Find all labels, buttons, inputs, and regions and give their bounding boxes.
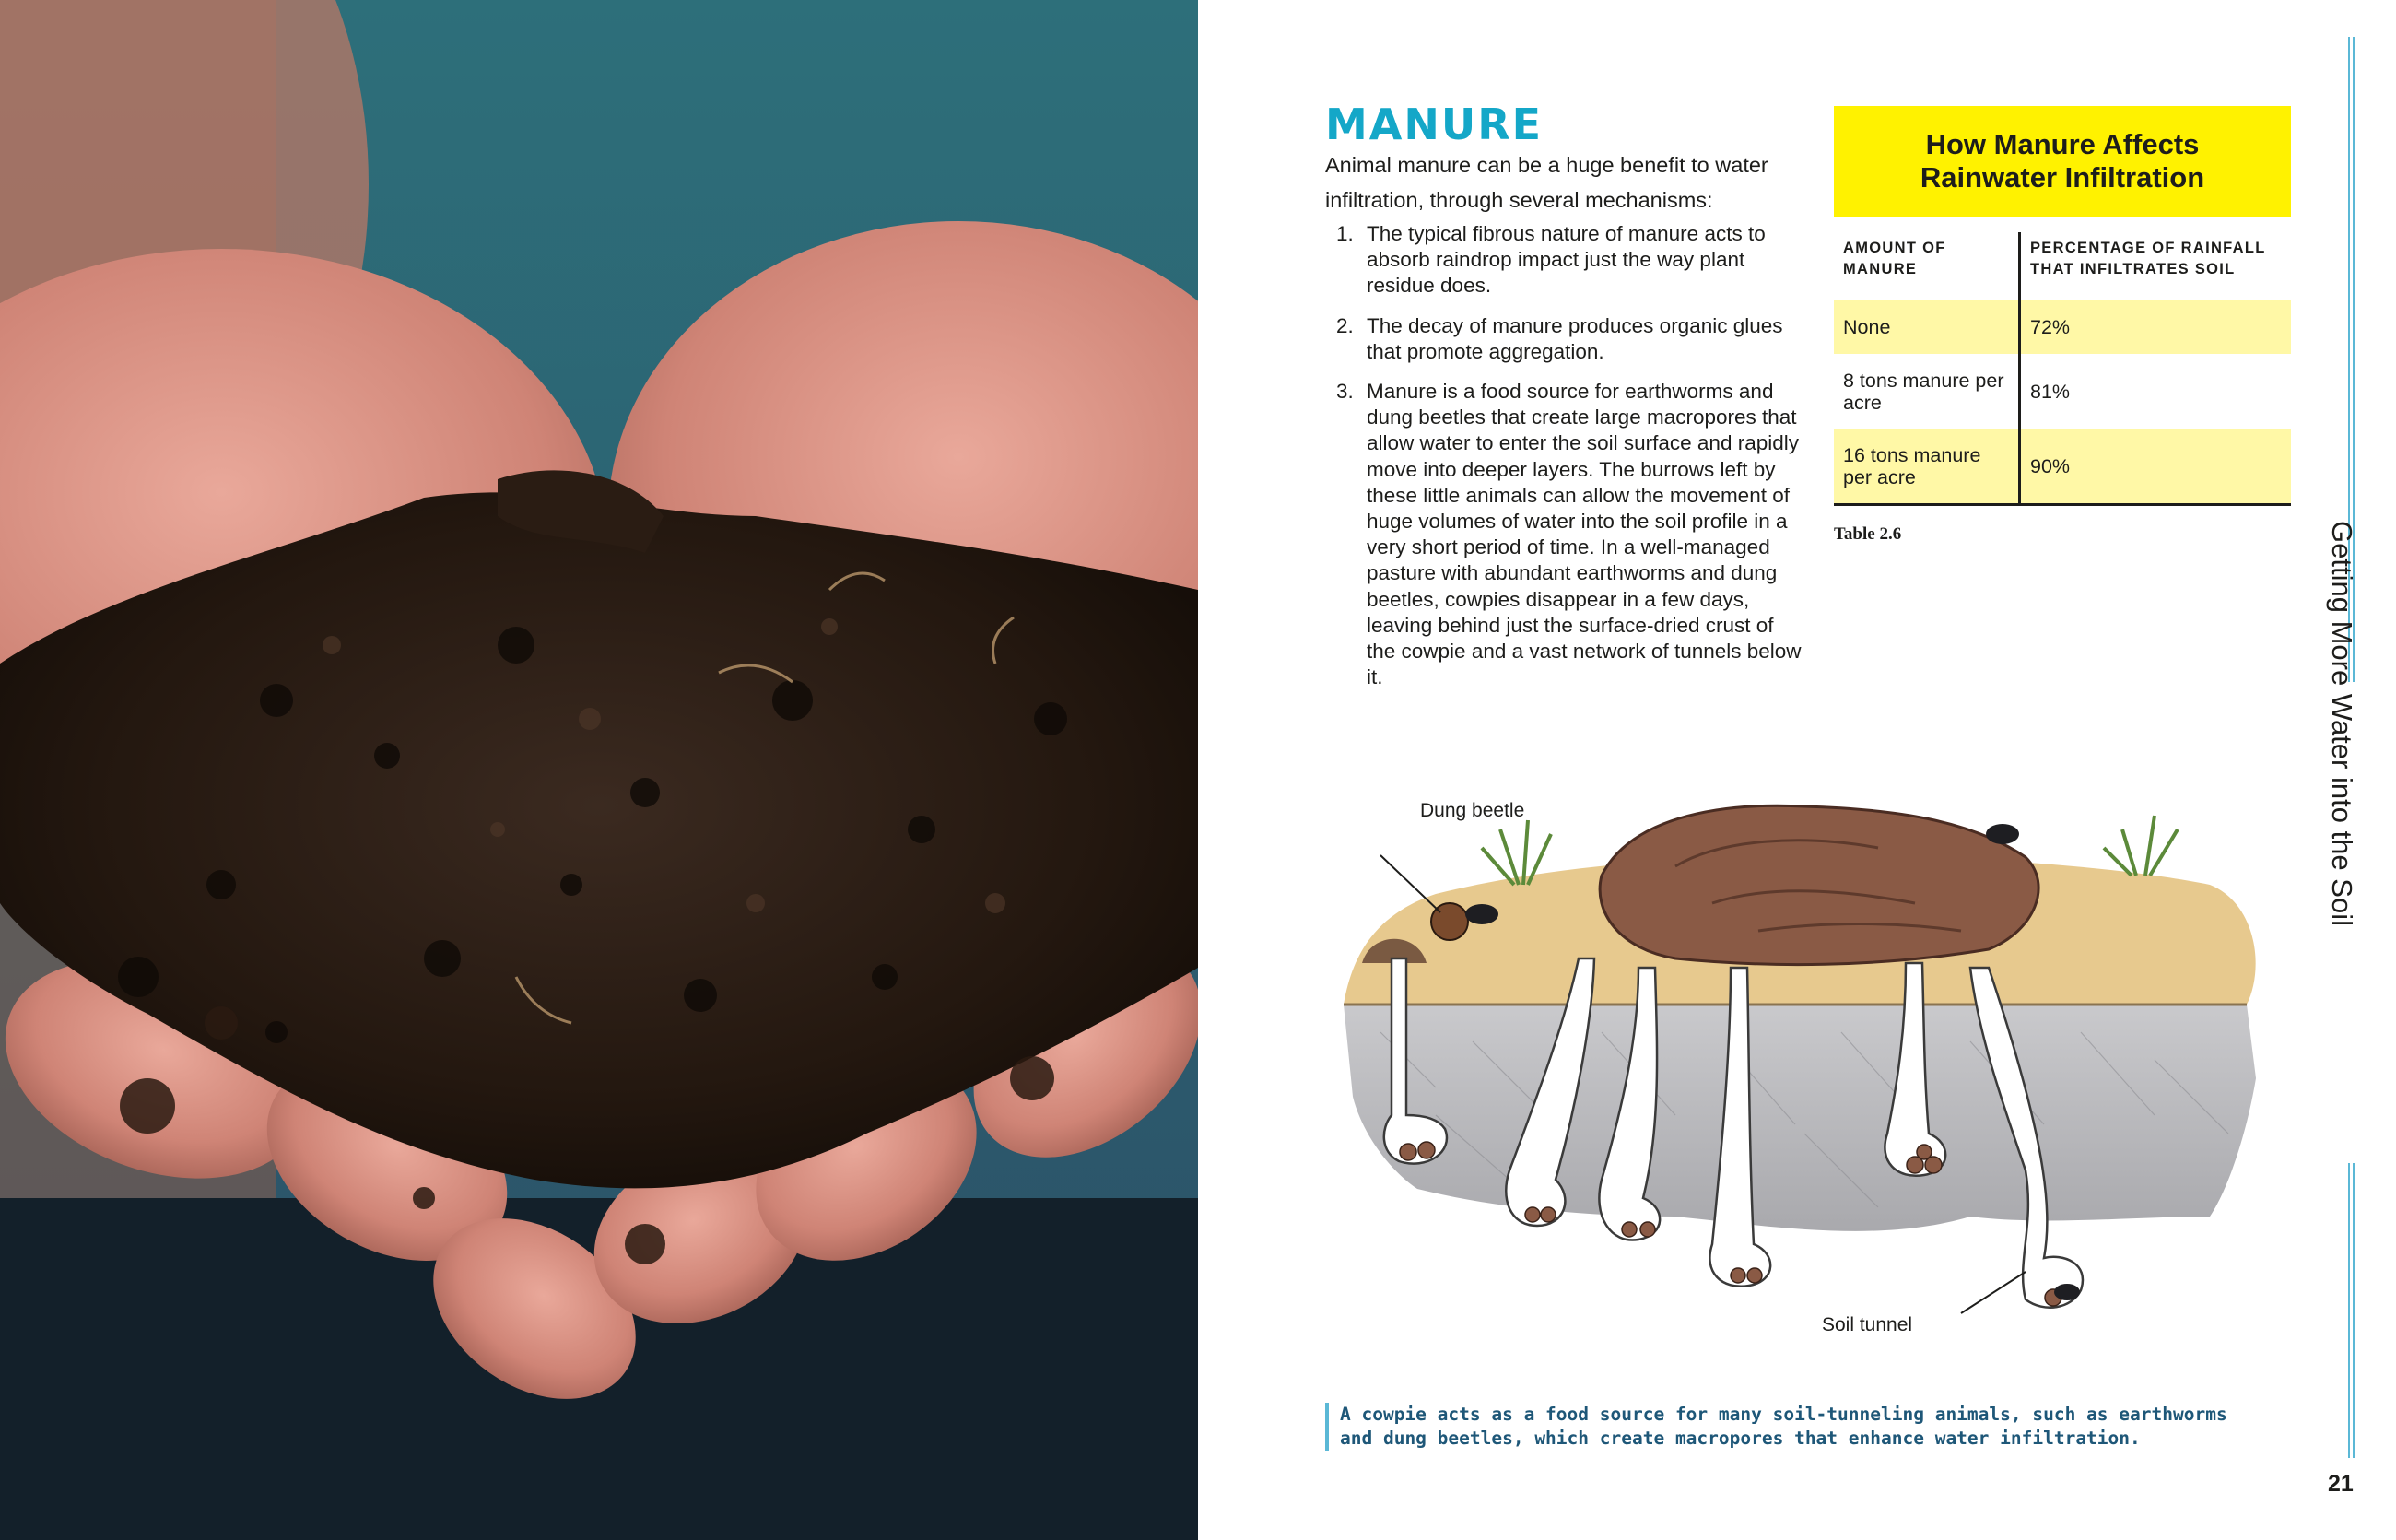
mechanism-list bbox=[1336, 221, 1806, 704]
section-heading: MANURE bbox=[1325, 100, 1544, 149]
list-item bbox=[1336, 221, 1806, 300]
figure-caption: A cowpie acts as a food source for many soil-tunneling animals, such as earthworms and dung beetles, which create macropores that enhance water infiltration. bbox=[1325, 1403, 2261, 1451]
cell-percent: 72% bbox=[2020, 300, 2292, 354]
cowpie bbox=[1600, 805, 2038, 964]
page-number: 21 bbox=[2328, 1471, 2354, 1497]
data-table bbox=[1834, 232, 2291, 506]
subsoil-layer bbox=[1344, 1005, 2256, 1231]
running-head: Getting More Water into the Soil bbox=[2326, 521, 2358, 926]
dung-beetle-tunnel bbox=[2054, 1284, 2080, 1300]
list-text: Manure is a food source for earthworms and dung beetles that create large macropores that allow water to enter the soil surface and rapidly move into deeper layers. The burrows left by these little animals can allow the movement of huge volumes of water into the soil profile in a very short period of time. In a well-managed pasture with abundant earthworms and dung beetles, cowpies disappear in a few days, leaving behind just the surface-dried crust of the cowpie and a vast network of tunnels below it. bbox=[1367, 380, 1802, 689]
list-number: 3. bbox=[1336, 380, 1354, 404]
table-row bbox=[1834, 429, 2291, 505]
list-number: 1. bbox=[1336, 222, 1354, 245]
list-number: 2. bbox=[1336, 313, 1354, 337]
list-item bbox=[1336, 313, 1806, 365]
list-item bbox=[1336, 379, 1806, 690]
table-row bbox=[1834, 300, 2291, 354]
label-dung-beetle: Dung beetle bbox=[1420, 800, 1525, 821]
table-row bbox=[1834, 354, 2291, 429]
beetle-leader-line bbox=[1380, 855, 1440, 912]
list-text: The typical fibrous nature of manure acts to absorb raindrop impact just the way plant residue does. bbox=[1367, 222, 1766, 298]
cell-amount: None bbox=[1834, 300, 2020, 354]
cell-percent: 90% bbox=[2020, 429, 2292, 505]
col-header-percentage: PERCENTAGE OF RAINFALL THAT INFILTRATES SOIL bbox=[2030, 240, 2266, 277]
label-soil-tunnel: Soil tunnel bbox=[1822, 1314, 1913, 1335]
intro-paragraph: Animal manure can be a huge benefit to water infiltration, through several mechanisms: bbox=[1325, 153, 1768, 212]
table-title-line-1: How Manure Affects bbox=[1925, 128, 2200, 160]
side-rule-bottom bbox=[2348, 1163, 2355, 1458]
table-header-row bbox=[1834, 232, 2291, 300]
table-title-line-2: Rainwater Infiltration bbox=[1920, 161, 2205, 194]
table-title bbox=[1834, 106, 2291, 217]
cell-amount: 8 tons manure per acre bbox=[1834, 354, 2020, 429]
text-page bbox=[1198, 0, 2396, 1540]
dung-beetle-cowpie bbox=[1986, 824, 2019, 844]
cell-amount: 16 tons manure per acre bbox=[1834, 429, 2020, 505]
list-text: The decay of manure produces organic glues that promote aggregation. bbox=[1367, 313, 1783, 363]
table-label: Table 2.6 bbox=[1834, 524, 1902, 544]
tunnel-leader-line bbox=[1961, 1272, 2026, 1313]
cell-percent: 81% bbox=[2030, 381, 2071, 403]
soil-tunnel-diagram bbox=[1325, 783, 2293, 1355]
col-header-amount: AMOUNT OF MANURE bbox=[1834, 232, 2020, 300]
infiltration-table bbox=[1834, 106, 2291, 545]
